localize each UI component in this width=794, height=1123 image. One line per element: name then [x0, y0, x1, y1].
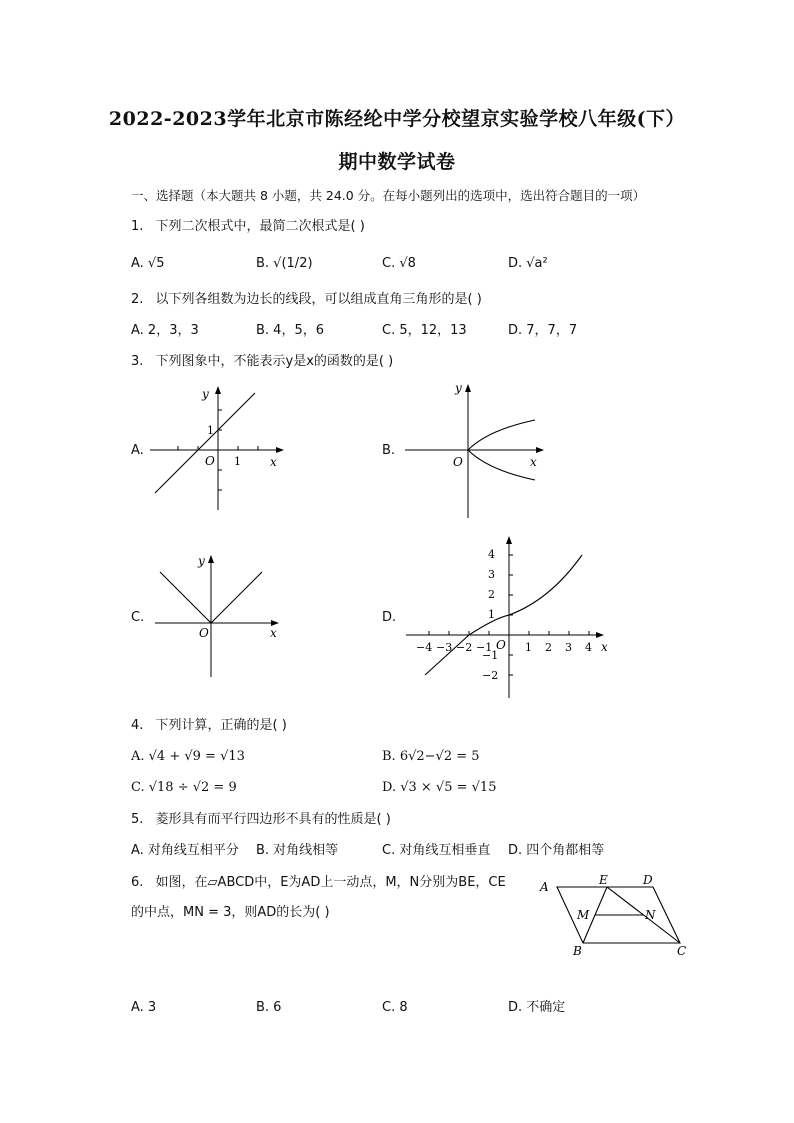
point-c-label: C	[677, 944, 687, 958]
graph-b	[400, 380, 550, 520]
tick-label: −2	[456, 641, 473, 654]
graph-c	[150, 545, 290, 680]
parallelogram-figure	[535, 873, 700, 963]
question-5	[131, 811, 391, 829]
graph-d	[400, 530, 620, 700]
q1-option-a[interactable]: A. √5	[131, 256, 165, 271]
q5-option-c[interactable]: C. 对角线互相垂直	[382, 843, 491, 858]
tick-label: −2	[482, 669, 499, 682]
q4-option-d[interactable]: D. √3 × √5 = √15	[382, 780, 497, 795]
question-text: 下列图象中，不能表示y是x的函数的是( )	[155, 354, 394, 369]
question-text: 下列二次根式中，最简二次根式是( )	[155, 219, 365, 234]
q2-option-b[interactable]: B. 4，5，6	[256, 323, 324, 338]
origin-label: O	[496, 638, 506, 652]
tick-label: 4	[488, 548, 495, 561]
q5-option-d[interactable]: D. 四个角都相等	[508, 843, 605, 858]
q4-option-c[interactable]: C. √18 ÷ √2 = 9	[131, 780, 237, 795]
x-axis-label: x	[270, 455, 277, 469]
q6-option-a[interactable]: A. 3	[131, 1000, 157, 1015]
x-axis-label: x	[270, 626, 277, 640]
q3-option-d[interactable]: D.	[382, 610, 397, 625]
tick-label: −1	[482, 649, 499, 662]
q1-option-c[interactable]: C. √8	[382, 256, 416, 271]
tick-label: 4	[585, 641, 592, 654]
q5-option-a[interactable]: A. 对角线互相平分	[131, 843, 239, 858]
q3-option-c[interactable]: C.	[131, 610, 145, 625]
point-d-label: D	[643, 873, 653, 887]
tick-label: 3	[488, 568, 495, 581]
q6-option-d[interactable]: D. 不确定	[508, 1000, 566, 1015]
origin-label: O	[205, 454, 215, 468]
q1-option-b[interactable]: B. √(1/2)	[256, 256, 313, 271]
point-e-label: E	[599, 873, 608, 887]
tick-label: 1	[525, 641, 532, 654]
tick-label: 1	[234, 455, 241, 468]
question-4	[131, 717, 287, 735]
q2-option-a[interactable]: A. 2，3，3	[131, 323, 199, 338]
x-axis-label: x	[601, 640, 608, 654]
question-6-continued: 的中点，MN = 3，则AD的长为( )	[131, 905, 330, 920]
q4-option-a[interactable]: A. √4 + √9 = √13	[131, 749, 245, 764]
y-axis-label: y	[455, 381, 462, 395]
section-heading: 一、选择题（本大题共 8 小题，共 24.0 分。在每小题列出的选项中，选出符合题目的一项）	[131, 188, 646, 203]
point-a-label: A	[540, 880, 549, 894]
q6-option-b[interactable]: B. 6	[256, 1000, 282, 1015]
tick-label: 1	[488, 608, 495, 621]
title-line-2: 期中数学试卷	[338, 151, 456, 173]
question-text: 如图，在▱ABCD中，E为AD上一动点，M，N分别为BE，CE	[155, 875, 506, 890]
x-axis-label: x	[530, 455, 537, 469]
origin-label: O	[453, 455, 463, 469]
question-number: 3.	[131, 354, 144, 369]
question-text: 菱形具有而平行四边形不具有的性质是( )	[155, 812, 391, 827]
question-number: 4.	[131, 718, 144, 733]
point-n-label: N	[645, 908, 656, 922]
tick-label: 2	[488, 588, 495, 601]
question-3	[131, 353, 393, 371]
q3-option-a[interactable]: A.	[131, 443, 144, 458]
tick-label: 2	[545, 641, 552, 654]
origin-label: O	[199, 626, 209, 640]
q2-option-d[interactable]: D. 7，7，7	[508, 323, 578, 338]
question-number: 1.	[131, 219, 144, 234]
q6-option-c[interactable]: C. 8	[382, 1000, 408, 1015]
q5-option-b[interactable]: B. 对角线相等	[256, 843, 339, 858]
point-m-label: M	[577, 908, 590, 922]
tick-label: −1	[476, 641, 493, 654]
question-number: 2.	[131, 292, 144, 307]
question-text: 以下列各组数为边长的线段，可以组成直角三角形的是( )	[155, 292, 482, 307]
tick-label: −3	[436, 641, 453, 654]
question-number: 6.	[131, 875, 144, 890]
question-2	[131, 291, 482, 309]
q3-option-b[interactable]: B.	[382, 443, 396, 458]
q4-option-b[interactable]: B. 6√2−√2 = 5	[382, 749, 480, 764]
question-number: 5.	[131, 812, 144, 827]
y-axis-label: y	[198, 554, 205, 568]
y-axis-label: y	[202, 387, 209, 401]
question-text: 下列计算，正确的是( )	[155, 718, 287, 733]
tick-label: 1	[207, 424, 214, 437]
q2-option-c[interactable]: C. 5，12，13	[382, 323, 467, 338]
tick-label: 3	[565, 641, 572, 654]
point-b-label: B	[573, 944, 582, 958]
graph-a	[145, 380, 295, 515]
title-line-1: 2022-2023学年北京市陈经纶中学分校望京实验学校八年级(下）	[108, 108, 686, 130]
question-1	[131, 218, 365, 236]
q1-option-d[interactable]: D. √a²	[508, 256, 548, 271]
tick-label: −4	[416, 641, 433, 654]
question-6	[131, 874, 506, 892]
